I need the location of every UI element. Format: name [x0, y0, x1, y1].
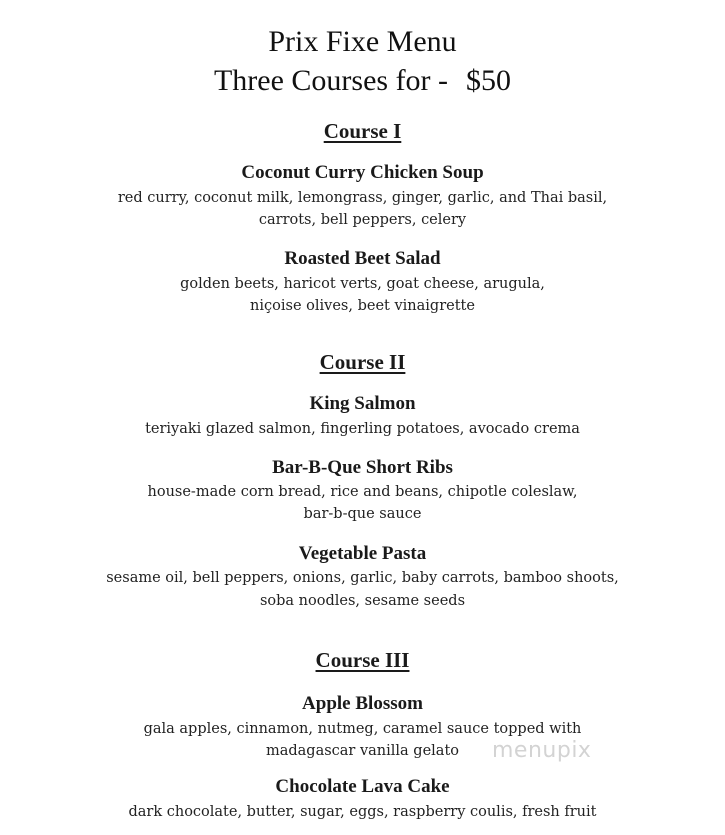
dish-name: Apple Blossom	[302, 693, 423, 714]
dish-description: golden beets, haricot verts, goat cheese, arugula,	[180, 276, 545, 292]
dish-description: house-made corn bread, rice and beans, chipotle coleslaw,	[147, 484, 578, 500]
course-heading-3	[0, 648, 725, 672]
dish-description: soba noodles, sesame seeds	[259, 593, 466, 609]
dish-name: King Salmon	[309, 393, 416, 414]
course-heading-1-text: Course I	[323, 119, 402, 143]
menu-title: Prix Fixe Menu	[268, 25, 457, 58]
dish-description: teriyaki glazed salmon, fingerling potatoes, avocado crema	[145, 421, 580, 437]
course-heading-3-text: Course III	[315, 648, 410, 672]
dish-description: red curry, coconut milk, lemongrass, ginger, garlic, and Thai basil,	[117, 190, 608, 206]
dish-description: bar-b-que sauce	[303, 506, 422, 522]
dish-name: Roasted Beet Salad	[284, 248, 441, 269]
dish-name: Chocolate Lava Cake	[275, 776, 450, 797]
menu-subtitle	[0, 63, 725, 99]
dish-name: Bar-B-Que Short Ribs	[272, 457, 453, 478]
dish-description: madagascar vanilla gelato	[265, 743, 460, 759]
dish-name: Coconut Curry Chicken Soup	[241, 162, 484, 183]
dish-description: gala apples, cinnamon, nutmeg, caramel sauce topped with	[143, 721, 582, 737]
dish-description: niçoise olives, beet vinaigrette	[250, 298, 475, 314]
course-heading-1	[0, 119, 725, 143]
dish-name: Vegetable Pasta	[298, 543, 427, 564]
dish-description: carrots, bell peppers, celery	[258, 212, 467, 228]
course-heading-2-text: Course II	[319, 350, 406, 374]
course-heading-2	[0, 350, 725, 374]
dish-description: dark chocolate, butter, sugar, eggs, raspberry coulis, fresh fruit	[128, 804, 597, 820]
dish-description: sesame oil, bell peppers, onions, garlic, baby carrots, bamboo shoots,	[106, 570, 619, 586]
subtitle-text: Three Courses for -	[213, 64, 449, 97]
watermark-logo: menupix	[492, 738, 592, 763]
menu-price: $50	[466, 64, 512, 97]
